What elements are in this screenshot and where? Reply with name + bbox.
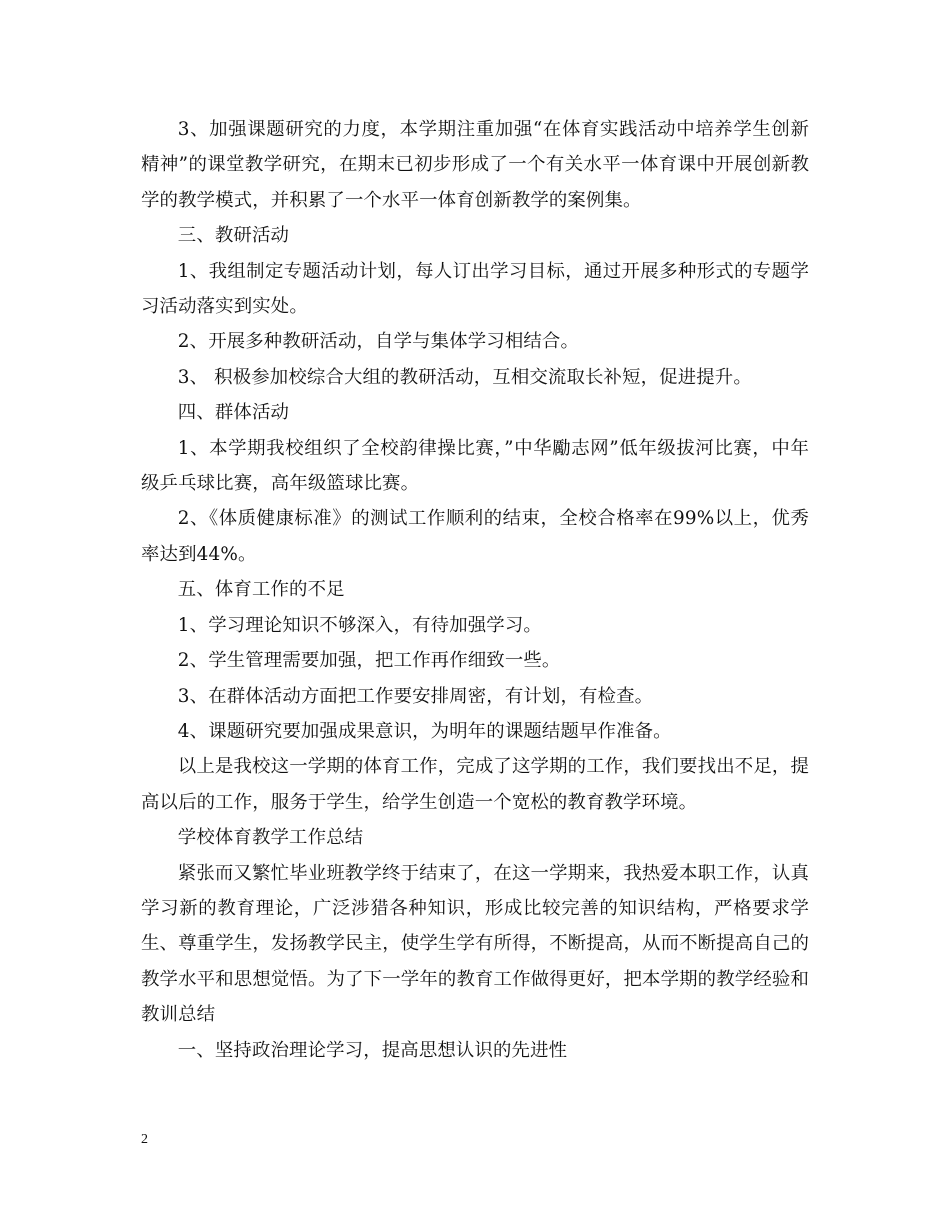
heading-political-theory: 一、坚持政治理论学习，提高思想认识的先进性 [177, 1039, 568, 1061]
heading-teaching-research: 三、教研活动 [177, 225, 290, 247]
paragraph-multiple-activities: 2、开展多种教研活动，自学与集体学习相结合。 [177, 331, 580, 353]
paragraph-health-standard: 2、《体质健康标准》的测试工作顺利的结束，全校合格率在99%以上，优秀率达到44%。 [141, 508, 809, 565]
heading-shortcomings: 五、体育工作的不足 [177, 579, 345, 601]
document-body [141, 112, 809, 1068]
paragraph-shortcoming-2: 2、学生管理需要加强，把工作再作细致一些。 [177, 650, 561, 672]
paragraph-research-strength: 3、加强课题研究的力度，本学期注重加强“在体育实践活动中培养学生创新精神”的课堂教学研究，在期末已初步形成了一个有关水平一体育课中开展创新教学的教学模式，并积累了一个水平一体育创新教学的案例集。 [141, 119, 809, 211]
paragraph-summary: 以上是我校这一学期的体育工作，完成了这学期的工作，我们要找出不足，提高以后的工作，服务于学生，给学生创造一个宽松的教育教学环境。 [141, 756, 809, 813]
paragraph-shortcoming-3: 3、在群体活动方面把工作要安排周密，有计划，有检查。 [177, 685, 654, 707]
paragraph-school-group: 3、 积极参加校综合大组的教研活动，互相交流取长补短，促进提升。 [177, 366, 752, 388]
heading-school-pe-summary: 学校体育教学工作总结 [177, 827, 364, 849]
paragraph-shortcoming-4: 4、课题研究要加强成果意识，为明年的课题结题早作准备。 [177, 720, 672, 742]
paragraph-shortcoming-1: 1、学习理论知识不够深入，有待加强学习。 [177, 614, 542, 636]
paragraph-topic-plan: 1、我组制定专题活动计划，每人订出学习目标，通过开展多种形式的专题学习活动落实到实处。 [141, 260, 809, 318]
paragraph-graduating-class: 紧张而又繁忙毕业班教学终于结束了，在这一学期来，我热爱本职工作，认真学习新的教育理论，广泛涉猎各种知识，形成比较完善的知识结构，严格要求学生、尊重学生，发扬教学民主，使学生学有所得，不断提高，从而不断提高自己的教学水平和思想觉悟。为了下一学年的教育工作做得更好，把本学期的教学经验和教训总结 [141, 862, 809, 1026]
page-number: 2 [141, 1132, 148, 1147]
heading-group-activities: 四、群体活动 [177, 402, 290, 424]
paragraph-competitions: 1、本学期我校组织了全校韵律操比赛，”中华勵志网”低年级拔河比赛，中年级乒乓球比赛，高年级篮球比赛。 [141, 437, 809, 495]
